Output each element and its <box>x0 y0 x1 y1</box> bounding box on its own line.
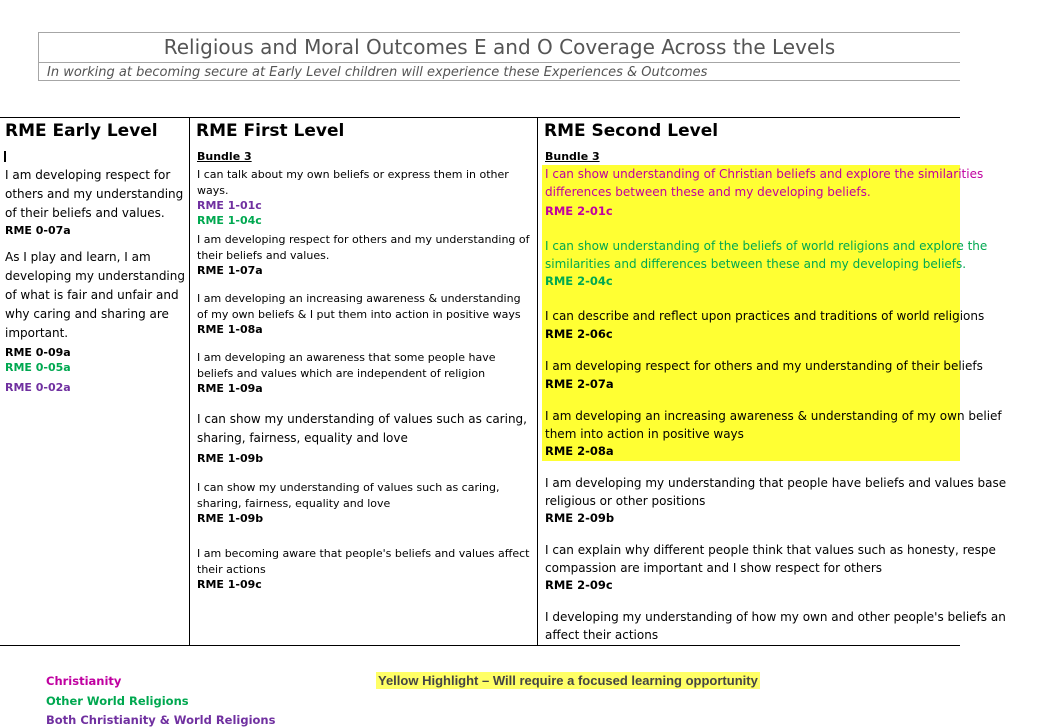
outcome-block <box>545 475 1040 526</box>
outcome-block <box>197 291 533 337</box>
outcome-text: I am developing my understanding that people have beliefs and values base <box>545 476 1007 490</box>
outcome-text: them into action in positive ways <box>545 426 744 441</box>
outcome-text: I am becoming aware that people's beliefs and values affect their actions <box>197 547 530 576</box>
outcome-text: I am developing an increasing awareness & understanding of my own belief <box>545 409 1002 423</box>
outcome-text: I am developing respect for others and my understanding of their beliefs and values. <box>197 233 530 262</box>
outcome-text: I am developing an awareness that some people have beliefs and values which are independent of religion <box>197 351 496 380</box>
outcome-text: I developing my understanding of how my own and other people's beliefs an <box>545 610 1006 624</box>
column-heading-early: RME Early Level <box>5 121 158 141</box>
outcome-code: RME 1-09a <box>197 382 263 395</box>
outcome-code: RME 1-09b <box>197 512 264 525</box>
column-first-level <box>190 118 538 645</box>
outcome-code-world-religions: RME 0-05a <box>5 361 71 374</box>
outcome-block <box>545 542 1040 593</box>
legend-yellow-highlight: Yellow Highlight – Will require a focused learning opportunity <box>378 673 758 688</box>
column-heading-first: RME First Level <box>196 121 345 141</box>
bundle-label: Bundle 3 <box>545 150 600 163</box>
outcome-code-christianity: RME 2-01c <box>545 204 613 218</box>
outcome-text: I can show my understanding of values such as caring, sharing, fairness, equality and love <box>197 412 527 445</box>
outcome-block <box>197 350 533 396</box>
title-divider <box>39 62 960 63</box>
outcome-block <box>197 410 533 466</box>
outcome-block-christianity <box>545 166 1040 219</box>
outcome-text: I can explain why different people think that values such as honesty, respe <box>545 543 996 557</box>
column-heading-second: RME Second Level <box>544 121 719 141</box>
outcome-text: I can talk about my own beliefs or express them in other ways. <box>197 168 509 197</box>
outcome-text: differences between these and my developing beliefs. <box>545 184 871 199</box>
page-title: Religious and Moral Outcomes E and O Coverage Across the Levels <box>163 35 836 59</box>
outcome-code: RME 2-06c <box>545 326 613 341</box>
outcome-block <box>545 358 1040 392</box>
outcome-text: I am developing an increasing awareness & understanding of my own beliefs & I put them into action in positive ways <box>197 292 521 321</box>
title-box <box>38 32 960 81</box>
outcome-block <box>545 308 1040 342</box>
outcome-text: religious or other positions <box>545 493 706 508</box>
outcome-text: similarities and differences between these and my developing beliefs. <box>545 256 967 271</box>
outcome-code: RME 1-09b <box>197 452 264 465</box>
outcome-block <box>5 248 185 395</box>
legend-other-world-religions: Other World Religions <box>46 694 189 708</box>
outcome-code: RME 2-09c <box>545 578 613 592</box>
outcome-code: RME 0-07a <box>5 224 71 237</box>
outcome-block <box>197 480 533 526</box>
column-early-level <box>0 118 190 645</box>
outcome-code-world-religions: RME 1-04c <box>197 214 262 227</box>
outcome-block <box>197 167 533 228</box>
legend-christianity: Christianity <box>46 674 122 688</box>
outcome-block-world-religions <box>545 238 1040 289</box>
outcome-text: I can show understanding of Christian beliefs and explore the similarities <box>545 167 984 181</box>
page-subtitle: In working at becoming secure at Early Level children will experience these Experiences & Outcomes <box>47 65 708 80</box>
outcome-block <box>197 546 533 592</box>
outcome-text: As I play and learn, I am developing my understanding of what is fair and unfair and why caring and sharing are important. <box>5 250 185 340</box>
legend-both: Both Christianity & World Religions <box>46 713 276 727</box>
text-cursor <box>4 151 6 162</box>
outcome-code-both: RME 1-01c <box>197 199 262 212</box>
outcome-block <box>545 609 1040 644</box>
outcome-text: I can show understanding of the beliefs of world religions and explore the <box>545 239 988 253</box>
column-second-level <box>538 118 1007 645</box>
bundle-label: Bundle 3 <box>197 150 252 163</box>
outcome-code: RME 1-07a <box>197 264 263 277</box>
outcome-block <box>197 232 533 278</box>
outcome-text: I am developing respect for others and my understanding of their beliefs <box>545 359 983 373</box>
outcome-text: I can show my understanding of values such as caring, sharing, fairness, equality and love <box>197 481 500 510</box>
outcome-code: RME 0-09a <box>5 346 71 359</box>
outcome-code: RME 1-08a <box>197 323 263 336</box>
outcomes-table <box>0 117 1007 646</box>
outcome-code: RME 2-08a <box>545 444 614 458</box>
outcome-text: I am developing respect for others and my understanding of their beliefs and values. <box>5 168 184 220</box>
outcome-text: compassion are important and I show respect for others <box>545 560 883 575</box>
outcome-text: I can describe and reflect upon practices and traditions of world religions <box>545 309 985 323</box>
outcome-block <box>5 166 185 238</box>
outcome-text: affect their actions <box>545 627 659 642</box>
outcome-code-both: RME 0-02a <box>5 381 71 394</box>
outcome-block <box>545 408 1040 459</box>
outcome-code: RME 2-09b <box>545 511 615 525</box>
outcome-code: RME 1-09c <box>197 578 262 591</box>
outcome-code-world-religions: RME 2-04c <box>545 274 613 288</box>
outcome-code: RME 2-07a <box>545 376 614 391</box>
